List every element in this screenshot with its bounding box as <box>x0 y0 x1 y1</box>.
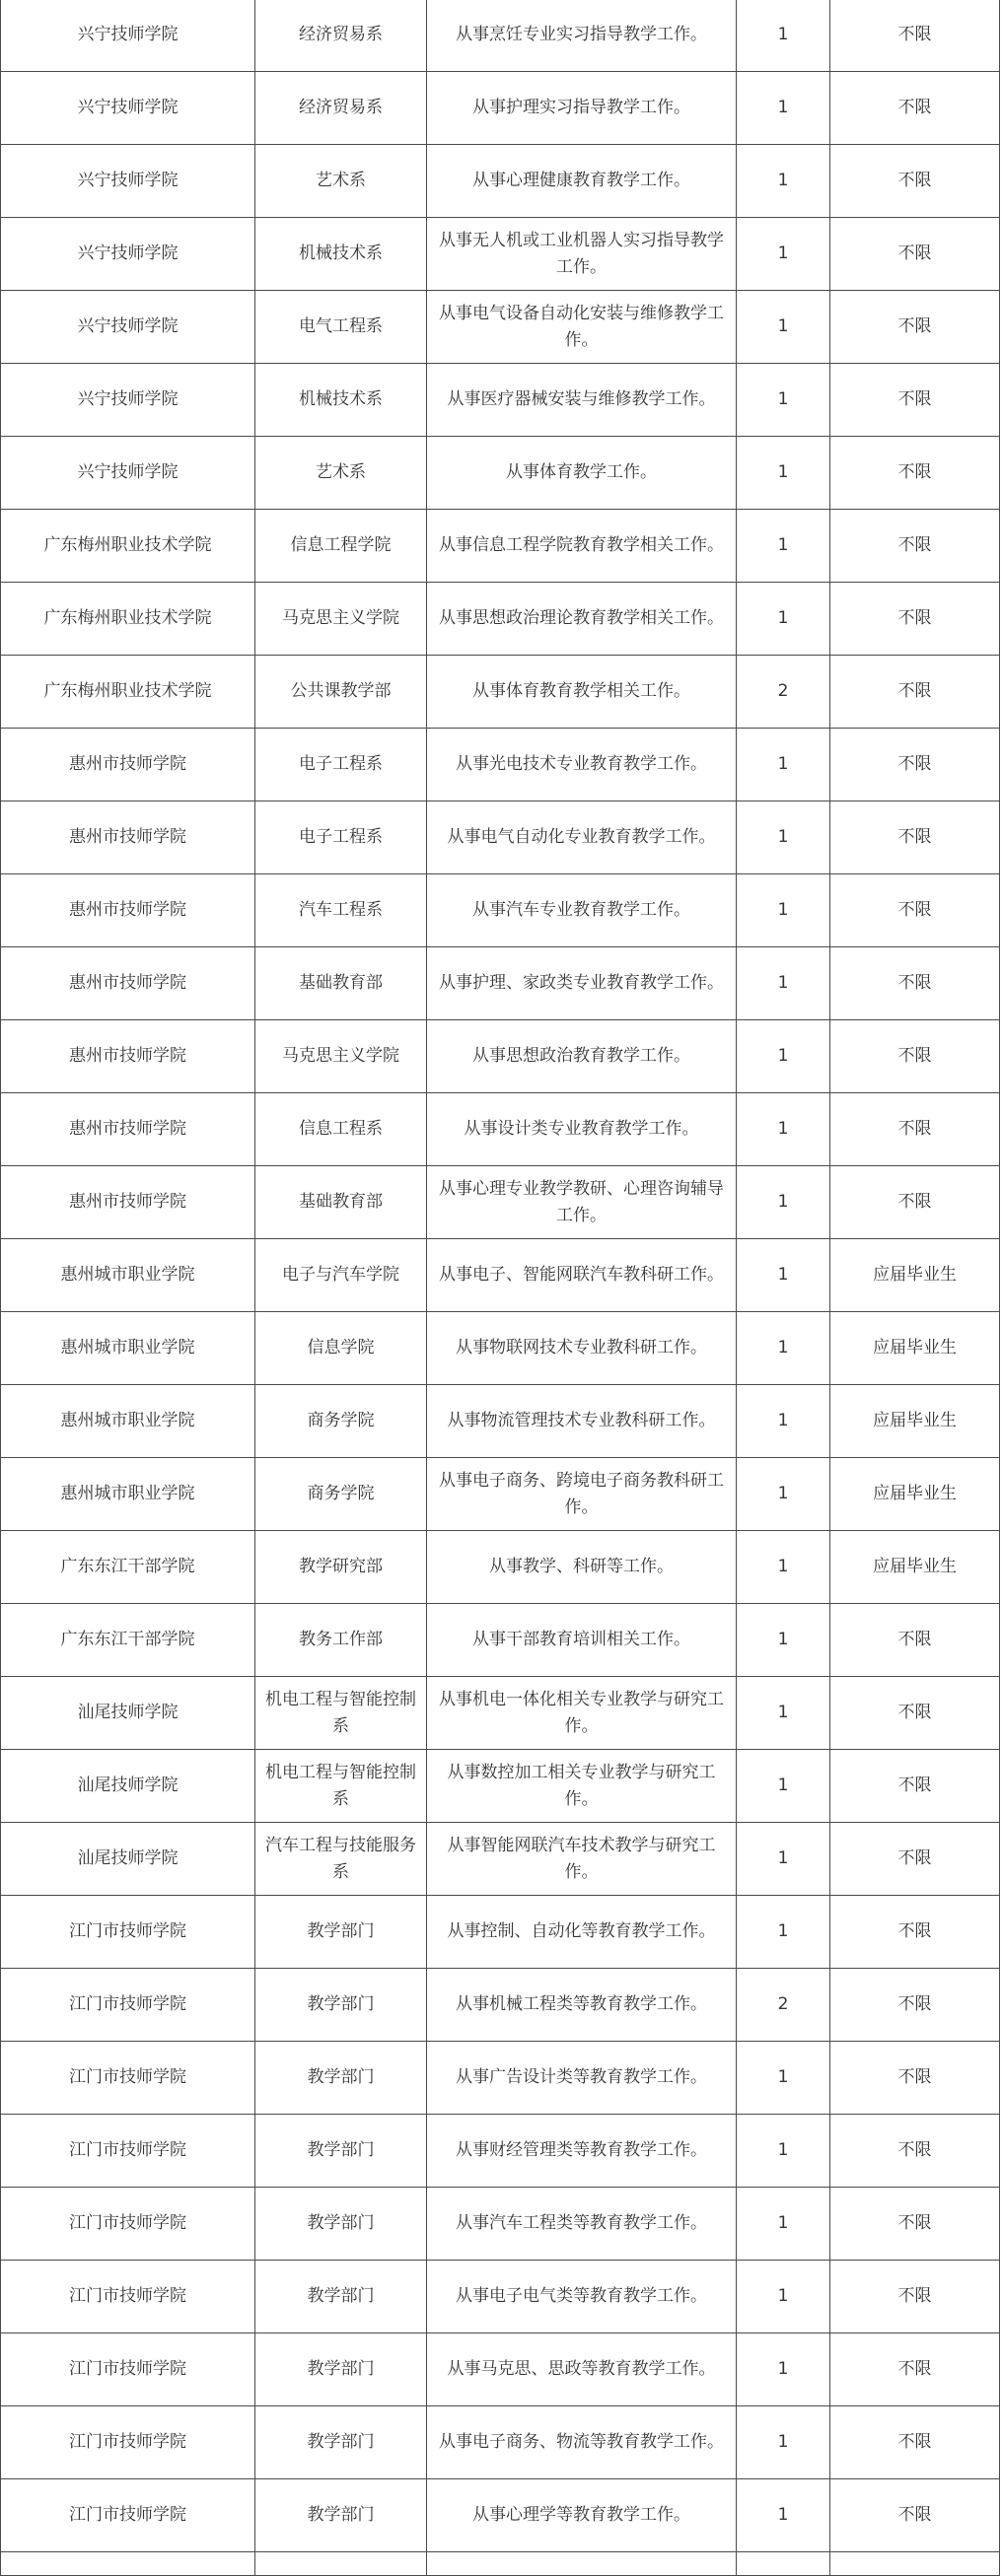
duty-cell: 从事电子电气类等教育教学工作。 <box>427 2261 737 2333</box>
table-row <box>1 1823 1000 1896</box>
requirement-cell: 应届毕业生 <box>830 1385 1000 1458</box>
table-row <box>1 1166 1000 1239</box>
school-cell: 惠州市技师学院 <box>1 1093 255 1166</box>
department-cell: 汽车工程与技能服务系 <box>255 1823 427 1896</box>
duty-cell: 从事电子商务、跨境电子商务教科研工作。 <box>427 1458 737 1531</box>
school-cell: 惠州市技师学院 <box>1 947 255 1020</box>
duty-cell: 从事医疗器械安装与维修教学工作。 <box>427 364 737 437</box>
table-row <box>1 0 1000 72</box>
department-cell: 商务学院 <box>255 1458 427 1531</box>
department-cell: 教学部门 <box>255 2115 427 2188</box>
duty-cell: 从事物流管理技术专业教科研工作。 <box>427 1385 737 1458</box>
headcount-cell: 1 <box>737 2115 830 2188</box>
requirement-cell: 不限 <box>830 2188 1000 2261</box>
duty-cell: 从事护理、家政类专业教育教学工作。 <box>427 947 737 1020</box>
table-row-partial <box>1 2552 1000 2576</box>
headcount-cell: 1 <box>737 1312 830 1385</box>
department-cell: 基础教育部 <box>255 947 427 1020</box>
table-row <box>1 2188 1000 2261</box>
headcount-cell: 1 <box>737 1896 830 1969</box>
requirement-cell: 应届毕业生 <box>830 1458 1000 1531</box>
table-row <box>1 947 1000 1020</box>
table-row <box>1 1385 1000 1458</box>
duty-cell: 从事心理专业教学教研、心理咨询辅导工作。 <box>427 1166 737 1239</box>
duty-cell: 从事心理学等教育教学工作。 <box>427 2479 737 2552</box>
school-cell: 惠州城市职业学院 <box>1 1312 255 1385</box>
duty-cell: 从事设计类专业教育教学工作。 <box>427 1093 737 1166</box>
school-cell: 汕尾技师学院 <box>1 1823 255 1896</box>
department-cell: 机械技术系 <box>255 218 427 291</box>
duty-cell: 从事烹饪专业实习指导教学工作。 <box>427 0 737 72</box>
school-cell: 广东东江干部学院 <box>1 1604 255 1677</box>
table-row <box>1 583 1000 656</box>
headcount-cell: 1 <box>737 1823 830 1896</box>
school-cell: 广东梅州职业技术学院 <box>1 510 255 583</box>
table-row <box>1 729 1000 801</box>
headcount-cell: 1 <box>737 1458 830 1531</box>
duty-cell: 从事财经管理类等教育教学工作。 <box>427 2115 737 2188</box>
duty-cell: 从事体育教学工作。 <box>427 437 737 510</box>
duty-cell: 从事控制、自动化等教育教学工作。 <box>427 1896 737 1969</box>
department-cell: 电气工程系 <box>255 291 427 364</box>
requirement-cell: 不限 <box>830 2406 1000 2479</box>
school-cell: 惠州市技师学院 <box>1 1166 255 1239</box>
table-row <box>1 291 1000 364</box>
requirement-cell: 不限 <box>830 218 1000 291</box>
duty-cell: 从事思想政治理论教育教学相关工作。 <box>427 583 737 656</box>
table-row <box>1 2042 1000 2115</box>
headcount-cell: 1 <box>737 874 830 947</box>
department-cell: 教学部门 <box>255 2406 427 2479</box>
duty-cell: 从事马克思、思政等教育教学工作。 <box>427 2333 737 2406</box>
headcount-cell: 1 <box>737 2479 830 2552</box>
requirement-cell: 不限 <box>830 947 1000 1020</box>
school-cell: 江门市技师学院 <box>1 2406 255 2479</box>
empty-cell <box>427 2552 737 2576</box>
school-cell: 江门市技师学院 <box>1 2261 255 2333</box>
table-row <box>1 1604 1000 1677</box>
headcount-cell: 1 <box>737 801 830 874</box>
requirement-cell: 不限 <box>830 2261 1000 2333</box>
headcount-cell: 1 <box>737 1531 830 1604</box>
school-cell: 惠州市技师学院 <box>1 874 255 947</box>
department-cell: 机电工程与智能控制系 <box>255 1677 427 1750</box>
headcount-cell: 1 <box>737 2042 830 2115</box>
table-row <box>1 1312 1000 1385</box>
headcount-cell: 1 <box>737 2406 830 2479</box>
school-cell: 广东梅州职业技术学院 <box>1 583 255 656</box>
table-row <box>1 1020 1000 1093</box>
school-cell: 惠州城市职业学院 <box>1 1458 255 1531</box>
table-row <box>1 364 1000 437</box>
department-cell: 商务学院 <box>255 1385 427 1458</box>
headcount-cell: 1 <box>737 364 830 437</box>
requirement-cell: 不限 <box>830 2042 1000 2115</box>
department-cell: 汽车工程系 <box>255 874 427 947</box>
duty-cell: 从事心理健康教育教学工作。 <box>427 145 737 218</box>
duty-cell: 从事智能网联汽车技术教学与研究工作。 <box>427 1823 737 1896</box>
headcount-cell: 2 <box>737 1969 830 2042</box>
department-cell: 马克思主义学院 <box>255 1020 427 1093</box>
duty-cell: 从事汽车工程类等教育教学工作。 <box>427 2188 737 2261</box>
requirement-cell: 不限 <box>830 874 1000 947</box>
requirement-cell: 不限 <box>830 1604 1000 1677</box>
headcount-cell: 1 <box>737 437 830 510</box>
table-row <box>1 145 1000 218</box>
school-cell: 兴宁技师学院 <box>1 364 255 437</box>
duty-cell: 从事电子商务、物流等教育教学工作。 <box>427 2406 737 2479</box>
requirement-cell: 不限 <box>830 291 1000 364</box>
department-cell: 基础教育部 <box>255 1166 427 1239</box>
empty-cell <box>737 2552 830 2576</box>
duty-cell: 从事电子、智能网联汽车教科研工作。 <box>427 1239 737 1312</box>
school-cell: 兴宁技师学院 <box>1 437 255 510</box>
requirement-cell: 不限 <box>830 437 1000 510</box>
department-cell: 电子与汽车学院 <box>255 1239 427 1312</box>
headcount-cell: 2 <box>737 656 830 729</box>
school-cell: 兴宁技师学院 <box>1 291 255 364</box>
headcount-cell: 1 <box>737 2261 830 2333</box>
school-cell: 广东梅州职业技术学院 <box>1 656 255 729</box>
duty-cell: 从事数控加工相关专业教学与研究工作。 <box>427 1750 737 1823</box>
headcount-cell: 1 <box>737 72 830 145</box>
headcount-cell: 1 <box>737 1677 830 1750</box>
department-cell: 电子工程系 <box>255 729 427 801</box>
requirement-cell: 不限 <box>830 1823 1000 1896</box>
requirement-cell: 不限 <box>830 510 1000 583</box>
headcount-cell: 1 <box>737 1020 830 1093</box>
headcount-cell: 1 <box>737 2333 830 2406</box>
duty-cell: 从事机械工程类等教育教学工作。 <box>427 1969 737 2042</box>
table-row <box>1 1093 1000 1166</box>
requirement-cell: 不限 <box>830 1969 1000 2042</box>
requirement-cell: 不限 <box>830 1020 1000 1093</box>
requirement-cell: 不限 <box>830 0 1000 72</box>
department-cell: 教务工作部 <box>255 1604 427 1677</box>
duty-cell: 从事光电技术专业教育教学工作。 <box>427 729 737 801</box>
department-cell: 机电工程与智能控制系 <box>255 1750 427 1823</box>
school-cell: 汕尾技师学院 <box>1 1750 255 1823</box>
school-cell: 兴宁技师学院 <box>1 72 255 145</box>
table-row <box>1 1896 1000 1969</box>
headcount-cell: 1 <box>737 0 830 72</box>
requirement-cell: 不限 <box>830 145 1000 218</box>
requirement-cell: 不限 <box>830 2333 1000 2406</box>
headcount-cell: 1 <box>737 1166 830 1239</box>
duty-cell: 从事信息工程学院教育教学相关工作。 <box>427 510 737 583</box>
department-cell: 马克思主义学院 <box>255 583 427 656</box>
school-cell: 江门市技师学院 <box>1 2479 255 2552</box>
school-cell: 江门市技师学院 <box>1 2042 255 2115</box>
table-row <box>1 2261 1000 2333</box>
department-cell: 教学部门 <box>255 2261 427 2333</box>
table-row <box>1 1969 1000 2042</box>
requirement-cell: 应届毕业生 <box>830 1239 1000 1312</box>
table-row <box>1 218 1000 291</box>
headcount-cell: 1 <box>737 510 830 583</box>
requirement-cell: 不限 <box>830 583 1000 656</box>
requirement-cell: 不限 <box>830 801 1000 874</box>
requirement-cell: 不限 <box>830 1750 1000 1823</box>
school-cell: 江门市技师学院 <box>1 2188 255 2261</box>
headcount-cell: 1 <box>737 2188 830 2261</box>
duty-cell: 从事无人机或工业机器人实习指导教学工作。 <box>427 218 737 291</box>
school-cell: 惠州城市职业学院 <box>1 1385 255 1458</box>
requirement-cell: 不限 <box>830 2115 1000 2188</box>
department-cell: 教学部门 <box>255 2479 427 2552</box>
department-cell: 教学部门 <box>255 2188 427 2261</box>
headcount-cell: 1 <box>737 1239 830 1312</box>
duty-cell: 从事干部教育培训相关工作。 <box>427 1604 737 1677</box>
department-cell: 电子工程系 <box>255 801 427 874</box>
department-cell: 教学部门 <box>255 2042 427 2115</box>
headcount-cell: 1 <box>737 145 830 218</box>
duty-cell: 从事体育教育教学相关工作。 <box>427 656 737 729</box>
duty-cell: 从事护理实习指导教学工作。 <box>427 72 737 145</box>
requirement-cell: 应届毕业生 <box>830 1312 1000 1385</box>
duty-cell: 从事物联网技术专业教科研工作。 <box>427 1312 737 1385</box>
headcount-cell: 1 <box>737 583 830 656</box>
department-cell: 经济贸易系 <box>255 0 427 72</box>
school-cell: 广东东江干部学院 <box>1 1531 255 1604</box>
school-cell: 江门市技师学院 <box>1 2115 255 2188</box>
headcount-cell: 1 <box>737 729 830 801</box>
requirement-cell: 不限 <box>830 1896 1000 1969</box>
school-cell: 江门市技师学院 <box>1 1969 255 2042</box>
duty-cell: 从事教学、科研等工作。 <box>427 1531 737 1604</box>
table-row <box>1 1677 1000 1750</box>
school-cell: 江门市技师学院 <box>1 1896 255 1969</box>
table-row <box>1 1239 1000 1312</box>
empty-cell <box>1 2552 255 2576</box>
school-cell: 惠州市技师学院 <box>1 729 255 801</box>
table-row <box>1 2479 1000 2552</box>
school-cell: 惠州市技师学院 <box>1 1020 255 1093</box>
table-row <box>1 874 1000 947</box>
table-row <box>1 1531 1000 1604</box>
school-cell: 兴宁技师学院 <box>1 145 255 218</box>
requirement-cell: 应届毕业生 <box>830 1531 1000 1604</box>
duty-cell: 从事汽车专业教育教学工作。 <box>427 874 737 947</box>
table-row <box>1 2333 1000 2406</box>
empty-cell <box>255 2552 427 2576</box>
table-row <box>1 1458 1000 1531</box>
table-row <box>1 1750 1000 1823</box>
department-cell: 教学部门 <box>255 2333 427 2406</box>
department-cell: 艺术系 <box>255 437 427 510</box>
school-cell: 兴宁技师学院 <box>1 0 255 72</box>
duty-cell: 从事思想政治教育教学工作。 <box>427 1020 737 1093</box>
school-cell: 兴宁技师学院 <box>1 218 255 291</box>
department-cell: 信息工程学院 <box>255 510 427 583</box>
requirement-cell: 不限 <box>830 2479 1000 2552</box>
headcount-cell: 1 <box>737 1750 830 1823</box>
empty-cell <box>830 2552 1000 2576</box>
table-row <box>1 2406 1000 2479</box>
requirement-cell: 不限 <box>830 364 1000 437</box>
department-cell: 经济贸易系 <box>255 72 427 145</box>
headcount-cell: 1 <box>737 1093 830 1166</box>
department-cell: 教学部门 <box>255 1969 427 2042</box>
school-cell: 惠州市技师学院 <box>1 801 255 874</box>
headcount-cell: 1 <box>737 291 830 364</box>
table-row <box>1 437 1000 510</box>
requirement-cell: 不限 <box>830 1093 1000 1166</box>
duty-cell: 从事电气自动化专业教育教学工作。 <box>427 801 737 874</box>
headcount-cell: 1 <box>737 218 830 291</box>
department-cell: 信息学院 <box>255 1312 427 1385</box>
requirement-cell: 不限 <box>830 1166 1000 1239</box>
duty-cell: 从事电气设备自动化安装与维修教学工作。 <box>427 291 737 364</box>
table-row <box>1 2115 1000 2188</box>
requirement-cell: 不限 <box>830 72 1000 145</box>
department-cell: 教学部门 <box>255 1896 427 1969</box>
school-cell: 惠州城市职业学院 <box>1 1239 255 1312</box>
department-cell: 信息工程系 <box>255 1093 427 1166</box>
department-cell: 艺术系 <box>255 145 427 218</box>
headcount-cell: 1 <box>737 1385 830 1458</box>
school-cell: 汕尾技师学院 <box>1 1677 255 1750</box>
table-row <box>1 656 1000 729</box>
duty-cell: 从事机电一体化相关专业教学与研究工作。 <box>427 1677 737 1750</box>
table-row <box>1 801 1000 874</box>
headcount-cell: 1 <box>737 947 830 1020</box>
requirement-cell: 不限 <box>830 1677 1000 1750</box>
school-cell: 江门市技师学院 <box>1 2333 255 2406</box>
department-cell: 公共课教学部 <box>255 656 427 729</box>
duty-cell: 从事广告设计类等教育教学工作。 <box>427 2042 737 2115</box>
requirement-cell: 不限 <box>830 729 1000 801</box>
table-row <box>1 72 1000 145</box>
department-cell: 机械技术系 <box>255 364 427 437</box>
department-cell: 教学研究部 <box>255 1531 427 1604</box>
headcount-cell: 1 <box>737 1604 830 1677</box>
requirement-cell: 不限 <box>830 656 1000 729</box>
table-row <box>1 510 1000 583</box>
